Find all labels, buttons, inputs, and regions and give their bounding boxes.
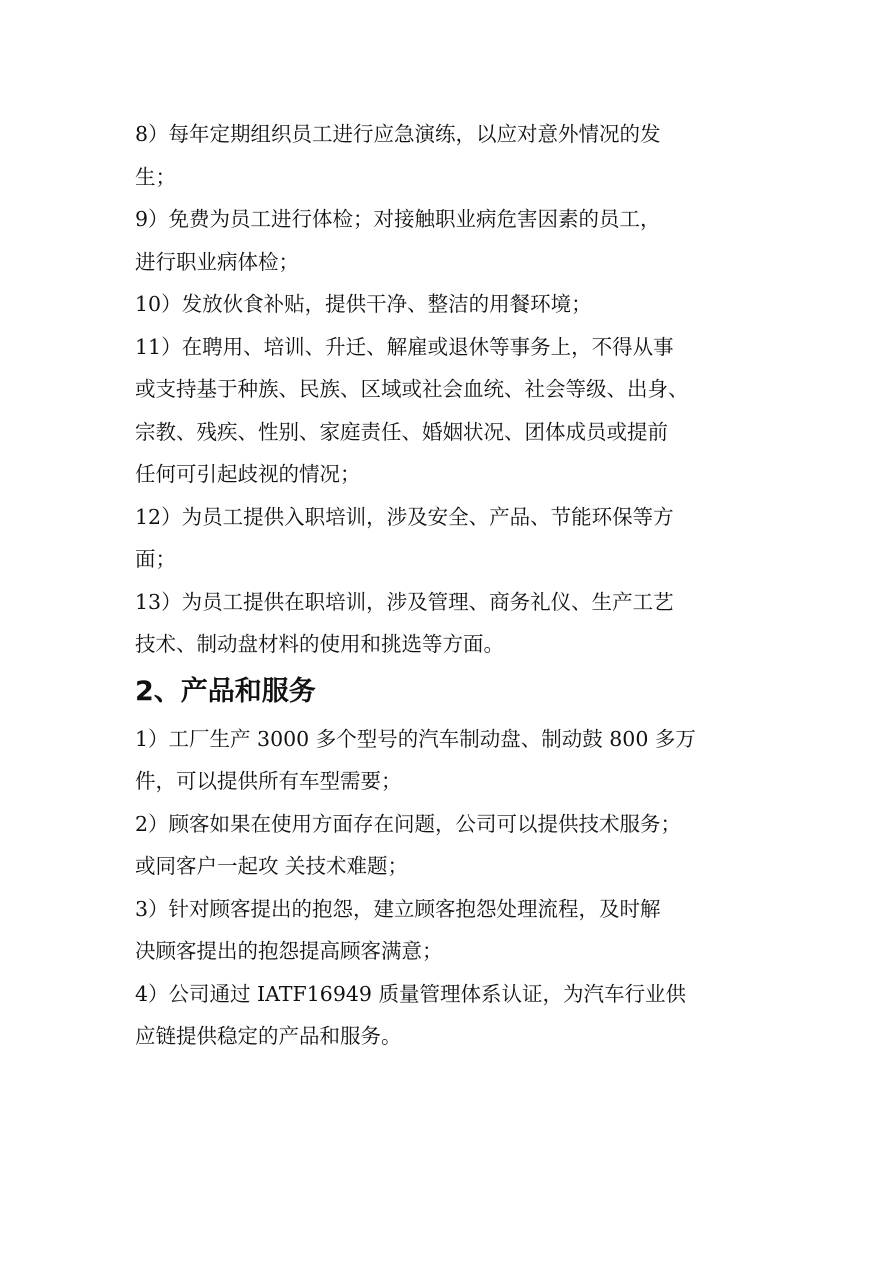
text-line: 生； [135,164,176,189]
text-line: 进行职业病体检； [135,249,299,274]
text-line: 决顾客提出的抱怨提高顾客满意； [135,939,443,963]
document-page [135,113,760,1058]
section-products-list [135,718,760,1058]
text-line: 1）工厂生产 3000 多个型号的汽车制动盘、制动鼓 800 多万 [135,726,696,751]
text-line: 4）公司通过 IATF16949 质量管理体系认证，为汽车行业供 [135,981,686,1006]
text-line: 11）在聘用、培训、升迁、解雇或退休等事务上，不得从事 [135,334,674,359]
section-heading: 2、产品和服务 [135,675,316,707]
text-line: 应链提供稳定的产品和服务。 [135,1024,402,1048]
text-line: 8）每年定期组织员工进行应急演练，以应对意外情况的发 [135,122,661,146]
text-line: 任何可引起歧视的情况； [135,462,361,486]
text-line: 10）发放伙食补贴，提供干净、整洁的用餐环境； [135,292,592,316]
section-employee-list [135,113,760,666]
text-line: 件，可以提供所有车型需要； [135,769,402,793]
text-line: 12）为员工提供入职培训，涉及安全、产品、节能环保等方 [135,504,674,529]
text-line: 或同客户一起攻 关技术难题； [135,854,409,878]
text-line: 13）为员工提供在职培训，涉及管理、商务礼仪、生产工艺 [135,589,674,614]
text-line: 宗教、残疾、性别、家庭责任、婚姻状况、团体成员或提前 [135,419,668,444]
text-line: 2）顾客如果在使用方面存在问题，公司可以提供技术服务； [135,811,682,836]
text-line: 3）针对顾客提出的抱怨，建立顾客抱怨处理流程，及时解 [135,896,661,921]
text-line: 面； [135,547,176,571]
text-line: 9）免费为员工进行体检；对接触职业病危害因素的员工， [135,207,661,231]
text-line: 技术、制动盘材料的使用和挑选等方面。 [135,632,504,656]
text-line: 或支持基于种族、民族、区域或社会血统、社会等级、出身、 [135,377,689,401]
